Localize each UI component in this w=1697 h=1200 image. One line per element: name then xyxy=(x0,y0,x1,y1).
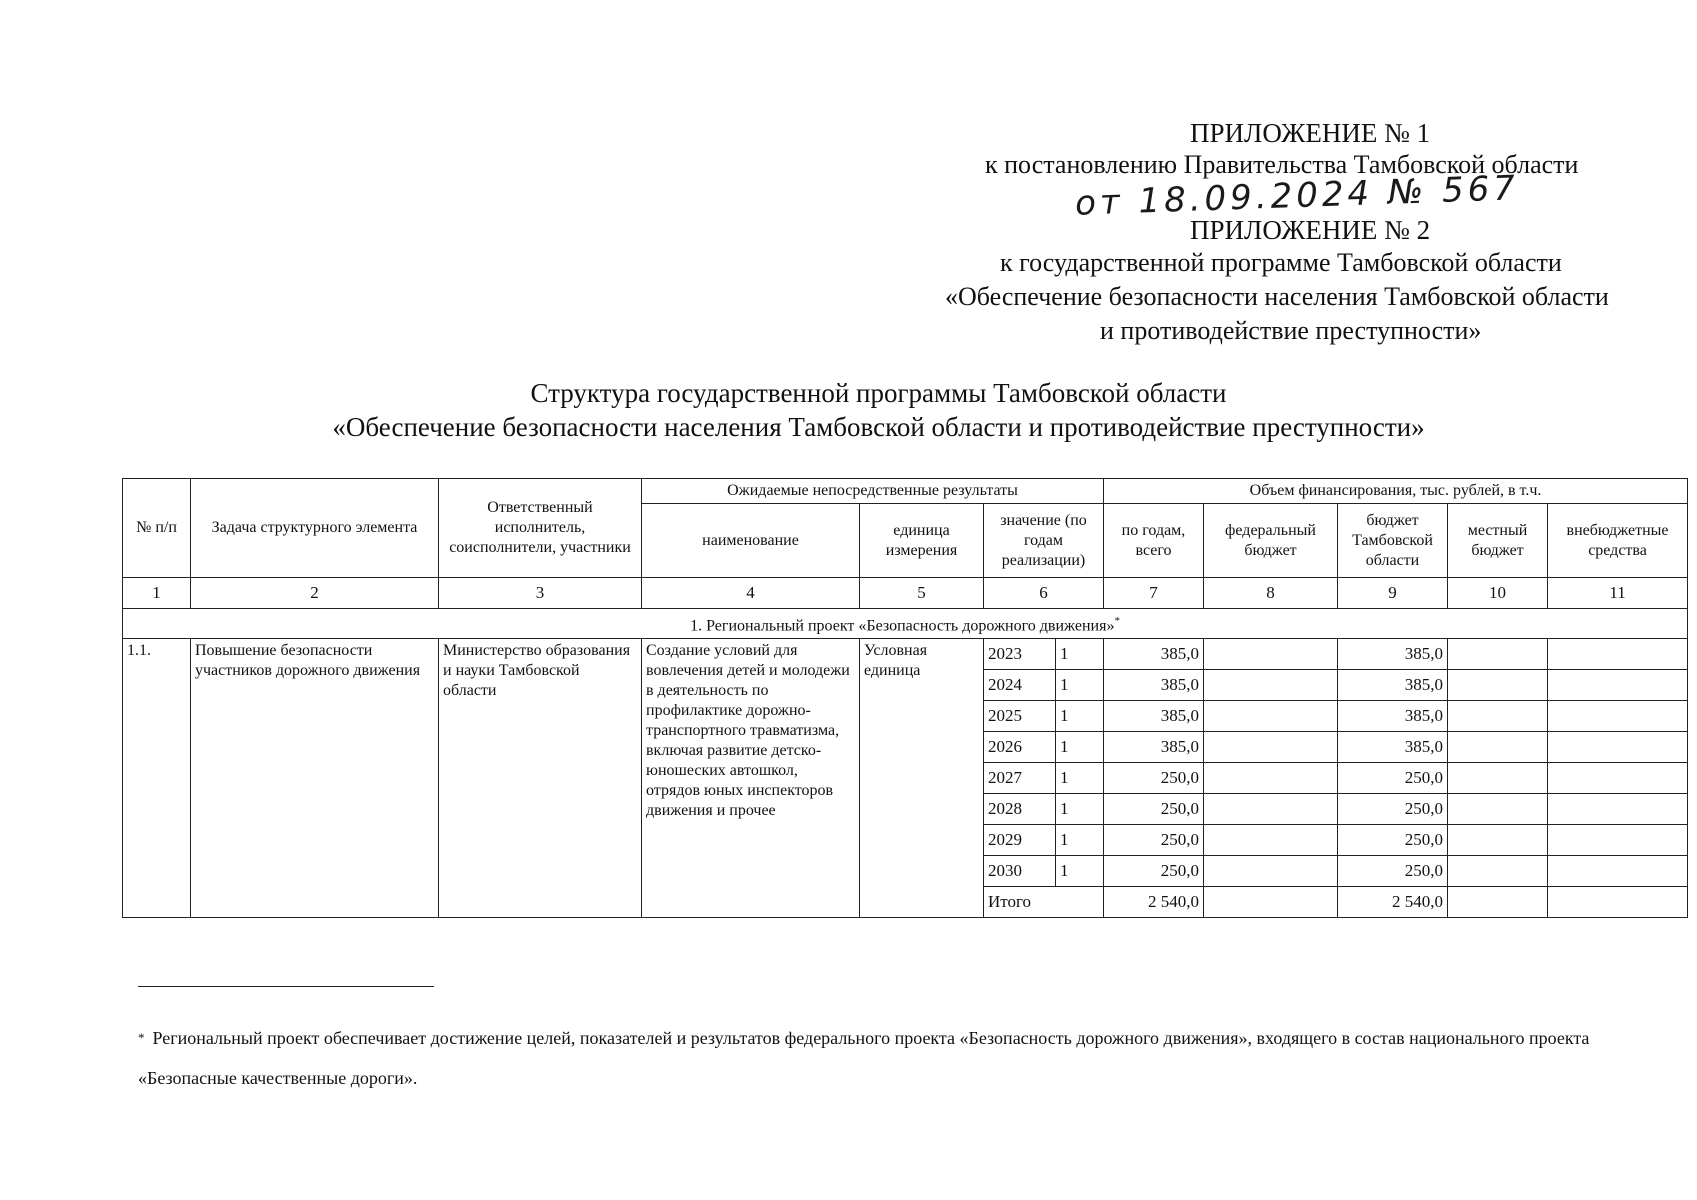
value-cell: 1 xyxy=(1056,670,1104,701)
value-cell: 1 xyxy=(1056,701,1104,732)
federal-cell xyxy=(1204,825,1338,856)
local-cell xyxy=(1448,732,1548,763)
total-cell: 385,0 xyxy=(1104,670,1204,701)
local-cell xyxy=(1448,639,1548,670)
federal-cell xyxy=(1204,763,1338,794)
total-cell: 250,0 xyxy=(1104,825,1204,856)
footnote-mark: * xyxy=(138,1030,145,1045)
column-number: 3 xyxy=(439,578,642,609)
table-header-row-1 xyxy=(123,479,1688,504)
year-cell: 2030 xyxy=(984,856,1056,887)
federal-cell xyxy=(1204,794,1338,825)
header-unit: единица измерения xyxy=(860,504,984,578)
regional-sum-cell: 2 540,0 xyxy=(1338,887,1448,918)
appendix2-subtitle-line2: «Обеспечение безопасности населения Тамбовской области xyxy=(945,282,1609,311)
value-cell: 1 xyxy=(1056,732,1104,763)
header-local: местный бюджет xyxy=(1448,504,1548,578)
year-cell: 2029 xyxy=(984,825,1056,856)
header-by-years-total: по годам, всего xyxy=(1104,504,1204,578)
regional-cell: 385,0 xyxy=(1338,670,1448,701)
local-cell xyxy=(1448,825,1548,856)
extrabudgetary-cell xyxy=(1548,732,1688,763)
footnote-text: Региональный проект обеспечивает достижение целей, показателей и результатов федерального проекта «Безопасность дорожного движения», входящего в состав национального проекта «Безопасные качественные дороги». xyxy=(138,1028,1590,1088)
regional-cell: 250,0 xyxy=(1338,794,1448,825)
value-cell: 1 xyxy=(1056,825,1104,856)
federal-cell xyxy=(1204,670,1338,701)
value-cell: 1 xyxy=(1056,763,1104,794)
header-num: № п/п xyxy=(123,479,191,578)
column-number: 10 xyxy=(1448,578,1548,609)
total-sum-cell: 2 540,0 xyxy=(1104,887,1204,918)
extrabudgetary-cell xyxy=(1548,794,1688,825)
column-number: 9 xyxy=(1338,578,1448,609)
column-number: 4 xyxy=(642,578,860,609)
value-cell: 1 xyxy=(1056,794,1104,825)
column-numbers-row xyxy=(123,578,1688,609)
table-row xyxy=(123,639,1688,670)
appendix1-title: ПРИЛОЖЕНИЕ № 1 xyxy=(1190,118,1431,148)
header-financing: Объем финансирования, тыс. рублей, в т.ч. xyxy=(1104,479,1688,504)
year-cell: 2024 xyxy=(984,670,1056,701)
header-extrabudgetary: внебюджетные средства xyxy=(1548,504,1688,578)
header-regional: бюджет Тамбовской области xyxy=(1338,504,1448,578)
total-cell: 250,0 xyxy=(1104,763,1204,794)
section-title: 1. Региональный проект «Безопасность дорожного движения» xyxy=(690,617,1115,635)
federal-cell xyxy=(1204,856,1338,887)
total-cell: 385,0 xyxy=(1104,732,1204,763)
extrabudgetary-cell xyxy=(1548,825,1688,856)
column-number: 1 xyxy=(123,578,191,609)
total-cell: 385,0 xyxy=(1104,639,1204,670)
regional-cell: 385,0 xyxy=(1338,701,1448,732)
year-cell: 2028 xyxy=(984,794,1056,825)
local-cell xyxy=(1448,670,1548,701)
column-number: 7 xyxy=(1104,578,1204,609)
year-rows xyxy=(123,639,1688,918)
extrabudgetary-cell xyxy=(1548,856,1688,887)
extrabudgetary-sum-cell xyxy=(1548,887,1688,918)
local-sum-cell xyxy=(1448,887,1548,918)
row-result-name: Создание условий для вовлечения детей и молодежи в деятельность по профилактике дорожно-транспортного травматизма, включая развитие детско-юношеских автошкол, отрядов юных инспекторов движения и прочее xyxy=(642,639,860,918)
local-cell xyxy=(1448,794,1548,825)
appendix2-title: ПРИЛОЖЕНИЕ № 2 xyxy=(1190,215,1431,245)
federal-cell xyxy=(1204,639,1338,670)
handwritten-date-number: от 18.09.2024 № 567 xyxy=(1074,168,1520,224)
row-unit: Условная единица xyxy=(860,639,984,918)
section-row xyxy=(123,609,1688,639)
extrabudgetary-cell xyxy=(1548,763,1688,794)
extrabudgetary-cell xyxy=(1548,670,1688,701)
appendix2-subtitle-line3: и противодействие преступности» xyxy=(1100,316,1482,345)
header-result-name: наименование xyxy=(642,504,860,578)
row-number: 1.1. xyxy=(123,639,191,918)
footnote-divider xyxy=(138,986,434,987)
appendix2-subtitle-line1: к государственной программе Тамбовской области xyxy=(1000,248,1562,277)
program-structure-table xyxy=(122,478,1688,918)
local-cell xyxy=(1448,763,1548,794)
year-cell: 2025 xyxy=(984,701,1056,732)
footnote xyxy=(138,1018,1618,1098)
total-cell: 250,0 xyxy=(1104,794,1204,825)
year-cell: 2023 xyxy=(984,639,1056,670)
section-footnote-mark: * xyxy=(1114,615,1120,627)
row-task: Повышение безопасности участников дорожного движения xyxy=(191,639,439,918)
local-cell xyxy=(1448,701,1548,732)
document-title-line2: «Обеспечение безопасности населения Тамбовской области и противодействие преступности» xyxy=(332,412,1425,442)
column-number: 6 xyxy=(984,578,1104,609)
federal-cell xyxy=(1204,732,1338,763)
header-task: Задача структурного элемента xyxy=(191,479,439,578)
header-expected-results: Ожидаемые непосредственные результаты xyxy=(642,479,1104,504)
value-cell: 1 xyxy=(1056,856,1104,887)
federal-sum-cell xyxy=(1204,887,1338,918)
column-number: 8 xyxy=(1204,578,1338,609)
value-cell: 1 xyxy=(1056,639,1104,670)
local-cell xyxy=(1448,856,1548,887)
document-title-line1: Структура государственной программы Тамбовской области xyxy=(530,378,1227,408)
column-number: 2 xyxy=(191,578,439,609)
extrabudgetary-cell xyxy=(1548,701,1688,732)
federal-cell xyxy=(1204,701,1338,732)
total-label: Итого xyxy=(984,887,1104,918)
regional-cell: 385,0 xyxy=(1338,732,1448,763)
total-cell: 385,0 xyxy=(1104,701,1204,732)
regional-cell: 385,0 xyxy=(1338,639,1448,670)
header-responsible: Ответственный исполнитель, соисполнители, участники xyxy=(439,479,642,578)
regional-cell: 250,0 xyxy=(1338,825,1448,856)
row-responsible: Министерство образования и науки Тамбовской области xyxy=(439,639,642,918)
regional-cell: 250,0 xyxy=(1338,856,1448,887)
year-cell: 2026 xyxy=(984,732,1056,763)
column-number: 5 xyxy=(860,578,984,609)
header-federal: федеральный бюджет xyxy=(1204,504,1338,578)
appendix1-subtitle: к постановлению Правительства Тамбовской области xyxy=(985,150,1579,179)
extrabudgetary-cell xyxy=(1548,639,1688,670)
year-cell: 2027 xyxy=(984,763,1056,794)
total-cell: 250,0 xyxy=(1104,856,1204,887)
regional-cell: 250,0 xyxy=(1338,763,1448,794)
column-number: 11 xyxy=(1548,578,1688,609)
header-value: значение (по годам реализации) xyxy=(984,504,1104,578)
